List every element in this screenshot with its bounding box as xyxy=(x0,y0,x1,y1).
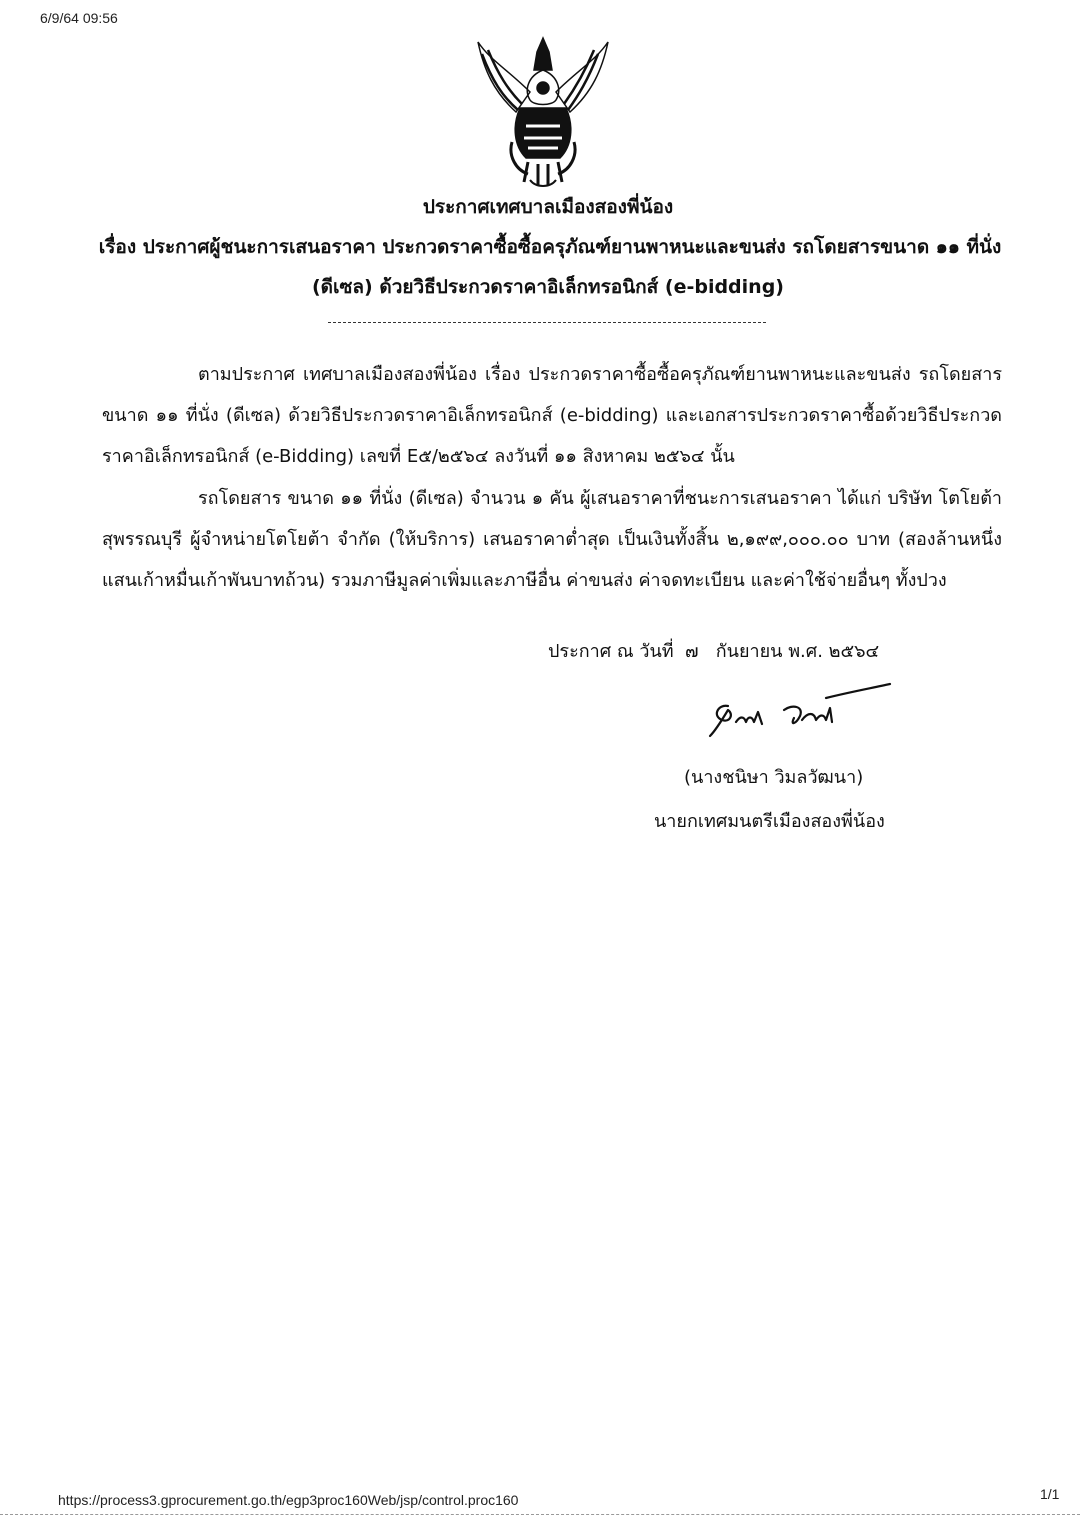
handwritten-signature xyxy=(700,676,900,746)
announcement-subject: เรื่อง ประกาศผู้ชนะการเสนอราคา ประกวดราคาซื้อซื้อครุภัณฑ์ยานพาหนะและขนส่ง รถโดยสารขนาด ๑๑ ที่นั่ง xyxy=(98,236,1002,258)
body-paragraph-winner xyxy=(102,478,1002,601)
signer-position: นายกเทศมนตรีเมืองสองพี่น้อง xyxy=(654,811,885,832)
page-number: 1/1 xyxy=(1040,1486,1060,1502)
announcement-date: ประกาศ ณ วันที่ ๗ กันยายน พ.ศ. ๒๕๖๔ xyxy=(548,641,880,662)
paragraph-text: รถโดยสาร ขนาด ๑๑ ที่นั่ง (ดีเซล) จำนวน ๑ คัน ผู้เสนอราคาที่ชนะการเสนอราคา ได้แก่ บริษัท โตโยต้าสุพรรณบุรี ผู้จำหน่ายโตโยต้า จำกัด (ให้บริการ) เสนอราคาต่ำสุด เป็นเงินทั้งสิ้น ๒,๑๙๙,๐๐๐.๐๐ บาท (สองล้านหนึ่งแสนเก้าหมื่นเก้าพันบาทถ้วน) รวมภาษีมูลค่าเพิ่มและภาษีอื่น ค่าขนส่ง ค่าจดทะเบียน และค่าใช้จ่ายอื่นๆ ทั้งปวง xyxy=(102,488,1002,591)
title-divider xyxy=(328,322,766,323)
footer-divider xyxy=(0,1514,1080,1515)
garuda-emblem-icon xyxy=(468,30,618,190)
announcement-subject-continued: (ดีเซล) ด้วยวิธีประกวดราคาอิเล็กทรอนิกส์ (e-bidding) xyxy=(312,276,784,298)
signer-name: (นางชนิษา วิมลวัฒนา) xyxy=(684,767,864,788)
body-paragraph-reference xyxy=(102,354,1002,477)
paragraph-text: ตามประกาศ เทศบาลเมืองสองพี่น้อง เรื่อง ประกวดราคาซื้อซื้อครุภัณฑ์ยานพาหนะและขนส่ง รถโดยสารขนาด ๑๑ ที่นั่ง (ดีเซล) ด้วยวิธีประกวดราคาอิเล็กทรอนิกส์ (e-bidding) และเอกสารประกวดราคาซื้อด้วยวิธีประกวดราคาอิเล็กทรอนิกส์ (e-Bidding) เลขที่ E๕/๒๕๖๔ ลงวันที่ ๑๑ สิงหาคม ๒๕๖๔ นั้น xyxy=(102,364,1002,467)
announcement-title: ประกาศเทศบาลเมืองสองพี่น้อง xyxy=(422,196,674,218)
footer-url: https://process3.gprocurement.go.th/egp3proc160Web/jsp/control.proc160 xyxy=(58,1492,519,1508)
print-timestamp: 6/9/64 09:56 xyxy=(40,10,118,26)
